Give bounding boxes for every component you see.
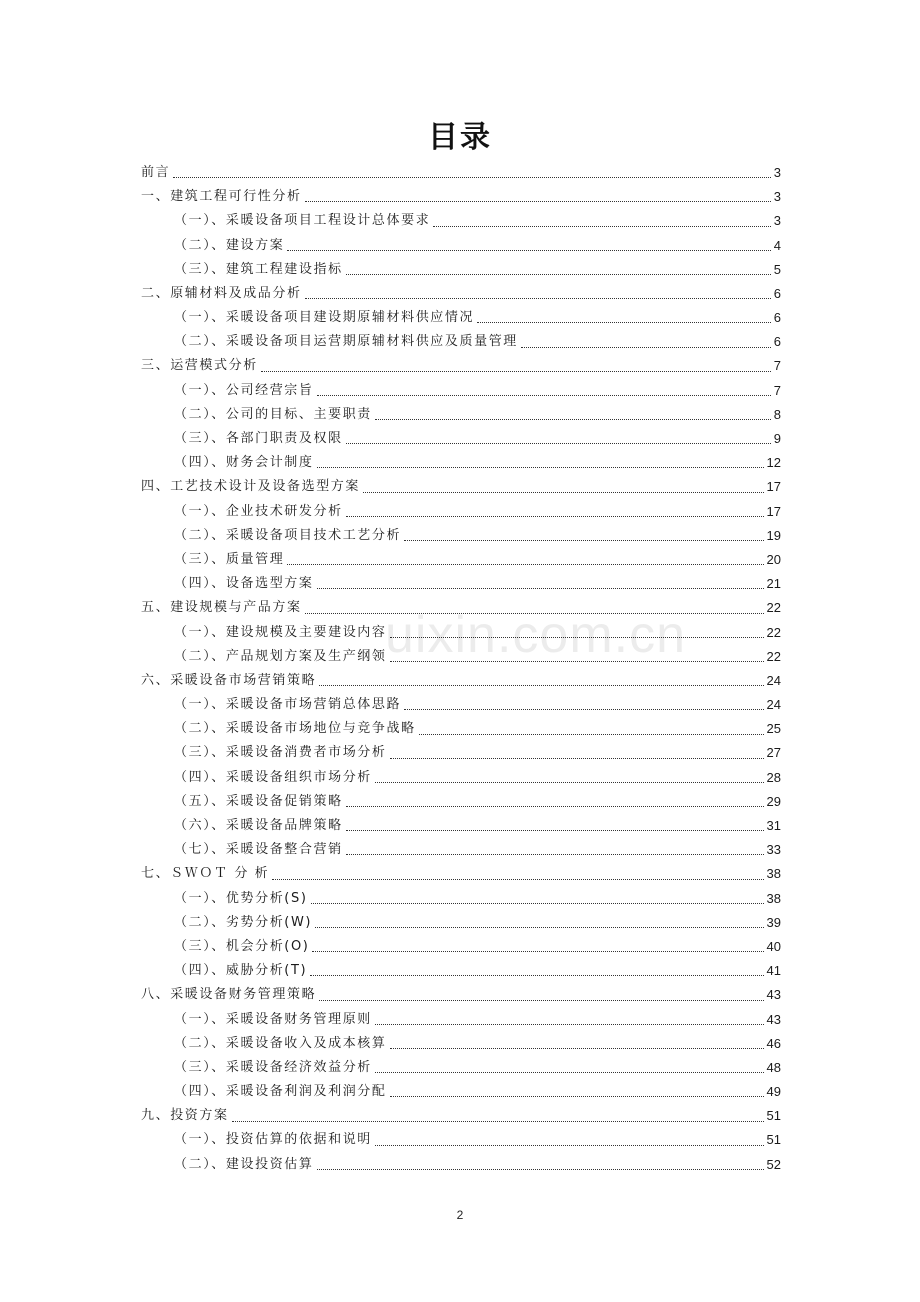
toc-entry-title: （二）、采暖设备项目技术工艺分析 [174, 527, 402, 543]
toc-entry-title: （三）、各部门职责及权限 [174, 431, 343, 447]
toc-entry-page: 46 [766, 1035, 781, 1051]
toc-subentry[interactable] [141, 330, 781, 354]
toc-dot-leader [390, 660, 764, 662]
toc-entry-page: 33 [766, 842, 781, 858]
toc-entry-title: （二）、公司的目标、主要职责 [174, 406, 372, 422]
toc-entry-page: 24 [766, 672, 781, 688]
toc-entry-page: 21 [766, 576, 781, 592]
toc-entry-title: （二）、劣势分析(W) [174, 914, 313, 930]
toc-dot-leader [419, 733, 764, 735]
toc-entry-page: 9 [773, 431, 781, 447]
toc-dot-leader [310, 974, 763, 976]
toc-subentry[interactable] [141, 306, 781, 330]
toc-dot-leader [375, 781, 764, 783]
toc-dot-leader [305, 297, 771, 299]
toc-entry-title: 四、工艺技术设计及设备选型方案 [141, 479, 361, 495]
toc-entry-title: 六、采暖设备市场营销策略 [141, 672, 317, 688]
toc-entry-title: （三）、质量管理 [174, 551, 285, 567]
toc-dot-leader [305, 200, 771, 202]
toc-dot-leader [390, 1095, 764, 1097]
toc-entry-page: 6 [773, 285, 781, 301]
toc-entry-page: 40 [766, 938, 781, 954]
toc-entry-title: （四）、设备选型方案 [174, 576, 314, 592]
toc-subentry[interactable] [141, 1032, 781, 1056]
toc-entry-page: 20 [766, 551, 781, 567]
toc-entry-page: 43 [766, 1011, 781, 1027]
toc-entry-title: （四）、采暖设备利润及利润分配 [174, 1084, 387, 1100]
toc-entry-title: （一）、公司经营宗旨 [174, 382, 314, 398]
toc-entry-title: 五、建设规模与产品方案 [141, 600, 302, 616]
toc-entry-title: 七、ＳＷＯＴ 分 析 [141, 866, 270, 882]
toc-subentry[interactable] [141, 717, 781, 741]
toc-dot-leader [173, 176, 771, 178]
toc-dot-leader [375, 1144, 764, 1146]
toc-subentry[interactable] [141, 838, 781, 862]
toc-dot-leader [375, 1023, 764, 1025]
toc-entry-title: 三、运营模式分析 [141, 358, 258, 374]
toc-dot-leader [319, 999, 763, 1001]
toc-dot-leader [375, 418, 771, 420]
toc-dot-leader [287, 563, 763, 565]
toc-dot-leader [390, 636, 764, 638]
toc-entry[interactable] [141, 161, 781, 185]
toc-subentry[interactable] [141, 1129, 781, 1153]
toc-entry-title: （一）、采暖设备项目建设期原辅材料供应情况 [174, 310, 475, 326]
toc-dot-leader [433, 225, 770, 227]
toc-entry-title: （三）、采暖设备消费者市场分析 [174, 745, 387, 761]
toc-entry-title: 九、投资方案 [141, 1108, 229, 1124]
toc-entry[interactable] [141, 475, 781, 499]
toc-entry[interactable] [141, 1104, 781, 1128]
toc-entry-title: （一）、采暖设备市场营销总体思路 [174, 697, 402, 713]
toc-entry-title: （一）、企业技术研发分析 [174, 503, 343, 519]
toc-entry-title: （三）、采暖设备经济效益分析 [174, 1059, 372, 1075]
toc-entry-title: （二）、采暖设备项目运营期原辅材料供应及质量管理 [174, 334, 518, 350]
toc-entry-title: （五）、采暖设备促销策略 [174, 793, 343, 809]
toc-entry-page: 6 [773, 334, 781, 350]
toc-entry-title: 八、采暖设备财务管理策略 [141, 987, 317, 1003]
toc-dot-leader [312, 950, 763, 952]
toc-subentry[interactable] [141, 1080, 781, 1104]
toc-entry-title: （二）、建设投资估算 [174, 1156, 314, 1172]
toc-dot-leader [346, 273, 771, 275]
toc-dot-leader [404, 708, 763, 710]
toc-dot-leader [317, 394, 771, 396]
toc-entry[interactable] [141, 596, 781, 620]
toc-subentry[interactable] [141, 887, 781, 911]
toc-entry-page: 22 [766, 600, 781, 616]
toc-entry-page: 19 [766, 527, 781, 543]
toc-entry[interactable] [141, 669, 781, 693]
toc-dot-leader [477, 321, 771, 323]
toc-subentry[interactable] [141, 911, 781, 935]
toc-dot-leader [346, 515, 764, 517]
toc-subentry[interactable] [141, 427, 781, 451]
toc-entry-title: （四）、财务会计制度 [174, 455, 314, 471]
toc-subentry[interactable] [141, 935, 781, 959]
toc-entry-page: 17 [766, 479, 781, 495]
toc-entry-title: （七）、采暖设备整合营销 [174, 842, 343, 858]
toc-entry-title: （一）、投资估算的依据和说明 [174, 1132, 372, 1148]
toc-subentry[interactable] [141, 814, 781, 838]
toc-dot-leader [305, 612, 764, 614]
toc-dot-leader [261, 370, 771, 372]
toc-entry-title: （四）、采暖设备组织市场分析 [174, 769, 372, 785]
toc-dot-leader [232, 1120, 764, 1122]
toc-dot-leader [317, 587, 764, 589]
toc-subentry[interactable] [141, 500, 781, 524]
toc-subentry[interactable] [141, 548, 781, 572]
toc-entry-title: （一）、优势分析(S) [174, 890, 308, 906]
toc-entry[interactable] [141, 282, 781, 306]
toc-entry-page: 8 [773, 406, 781, 422]
toc-subentry[interactable] [141, 693, 781, 717]
toc-entry-page: 22 [766, 648, 781, 664]
toc-entry-page: 6 [773, 310, 781, 326]
toc-entry-page: 3 [773, 213, 781, 229]
toc-dot-leader [390, 757, 764, 759]
toc-subentry[interactable] [141, 451, 781, 475]
toc-entry[interactable] [141, 355, 781, 379]
toc-entry-page: 3 [773, 164, 781, 180]
toc-dot-leader [346, 829, 764, 831]
toc-entry[interactable] [141, 862, 781, 886]
toc-dot-leader [319, 684, 763, 686]
toc-entry-page: 43 [766, 987, 781, 1003]
toc-entry-page: 52 [766, 1156, 781, 1172]
toc-subentry[interactable] [141, 234, 781, 258]
toc-entry-title: 前言 [141, 164, 171, 180]
toc-subentry[interactable] [141, 959, 781, 983]
toc-subentry[interactable] [141, 572, 781, 596]
toc-subentry[interactable] [141, 766, 781, 790]
toc-entry-title: （二）、建设方案 [174, 237, 285, 253]
toc-dot-leader [346, 853, 764, 855]
toc-subentry[interactable] [141, 1153, 781, 1177]
toc-subentry[interactable] [141, 524, 781, 548]
toc-entry-title: （一）、建设规模及主要建设内容 [174, 624, 387, 640]
toc-dot-leader [390, 1047, 764, 1049]
toc-subentry[interactable] [141, 379, 781, 403]
toc-dot-leader [346, 805, 764, 807]
toc-entry-page: 17 [766, 503, 781, 519]
toc-subentry[interactable] [141, 1008, 781, 1032]
toc-entry-title: 一、建筑工程可行性分析 [141, 189, 302, 205]
toc-entry-page: 12 [766, 455, 781, 471]
toc-dot-leader [311, 902, 764, 904]
toc-entry-page: 31 [766, 818, 781, 834]
toc-entry-page: 3 [773, 189, 781, 205]
toc-entry-page: 25 [766, 721, 781, 737]
toc-entry[interactable] [141, 983, 781, 1007]
toc-entry-title: （一）、采暖设备财务管理原则 [174, 1011, 372, 1027]
toc-subentry[interactable] [141, 403, 781, 427]
toc-dot-leader [346, 442, 771, 444]
toc-entry[interactable] [141, 185, 781, 209]
toc-entry-page: 41 [766, 963, 781, 979]
page-title: 目录 [428, 120, 492, 155]
toc-entry-page: 5 [773, 261, 781, 277]
toc-subentry[interactable] [141, 209, 781, 233]
toc-entry-page: 22 [766, 624, 781, 640]
toc-subentry[interactable] [141, 790, 781, 814]
toc-entry-page: 38 [766, 866, 781, 882]
toc-entry-page: 24 [766, 697, 781, 713]
toc-dot-leader [272, 878, 763, 880]
toc-entry-page: 51 [766, 1108, 781, 1124]
toc-entry-title: 二、原辅材料及成品分析 [141, 285, 302, 301]
toc-dot-leader [317, 1168, 764, 1170]
toc-entry-page: 4 [773, 237, 781, 253]
toc-subentry[interactable] [141, 1056, 781, 1080]
toc-entry-page: 49 [766, 1084, 781, 1100]
toc-entry-title: （一）、采暖设备项目工程设计总体要求 [174, 213, 431, 229]
toc-entry-page: 38 [766, 890, 781, 906]
toc-dot-leader [404, 539, 763, 541]
toc-subentry[interactable] [141, 742, 781, 766]
toc-dot-leader [363, 491, 764, 493]
toc-entry-page: 39 [766, 914, 781, 930]
toc-entry-title: （三）、机会分析(O) [174, 938, 310, 954]
toc-entry-page: 51 [766, 1132, 781, 1148]
toc-entry-page: 27 [766, 745, 781, 761]
toc-entry-title: （二）、采暖设备收入及成本核算 [174, 1035, 387, 1051]
toc-entry-title: （六）、采暖设备品牌策略 [174, 818, 343, 834]
table-of-contents [141, 161, 781, 1177]
toc-entry-page: 7 [773, 358, 781, 374]
toc-subentry[interactable] [141, 621, 781, 645]
toc-entry-page: 48 [766, 1059, 781, 1075]
toc-entry-title: （二）、产品规划方案及生产纲领 [174, 648, 387, 664]
toc-subentry[interactable] [141, 645, 781, 669]
toc-entry-title: （三）、建筑工程建设指标 [174, 261, 343, 277]
toc-subentry[interactable] [141, 258, 781, 282]
toc-dot-leader [315, 926, 763, 928]
toc-dot-leader [317, 466, 764, 468]
toc-entry-page: 7 [773, 382, 781, 398]
toc-entry-title: （四）、威胁分析(T) [174, 963, 308, 979]
toc-entry-page: 29 [766, 793, 781, 809]
toc-dot-leader [287, 249, 770, 251]
toc-entry-page: 28 [766, 769, 781, 785]
toc-dot-leader [521, 346, 771, 348]
toc-entry-title: （二）、采暖设备市场地位与竞争战略 [174, 721, 416, 737]
page-number: 2 [456, 1208, 464, 1222]
toc-dot-leader [375, 1071, 764, 1073]
watermark: uixin.com.cn [385, 606, 686, 664]
